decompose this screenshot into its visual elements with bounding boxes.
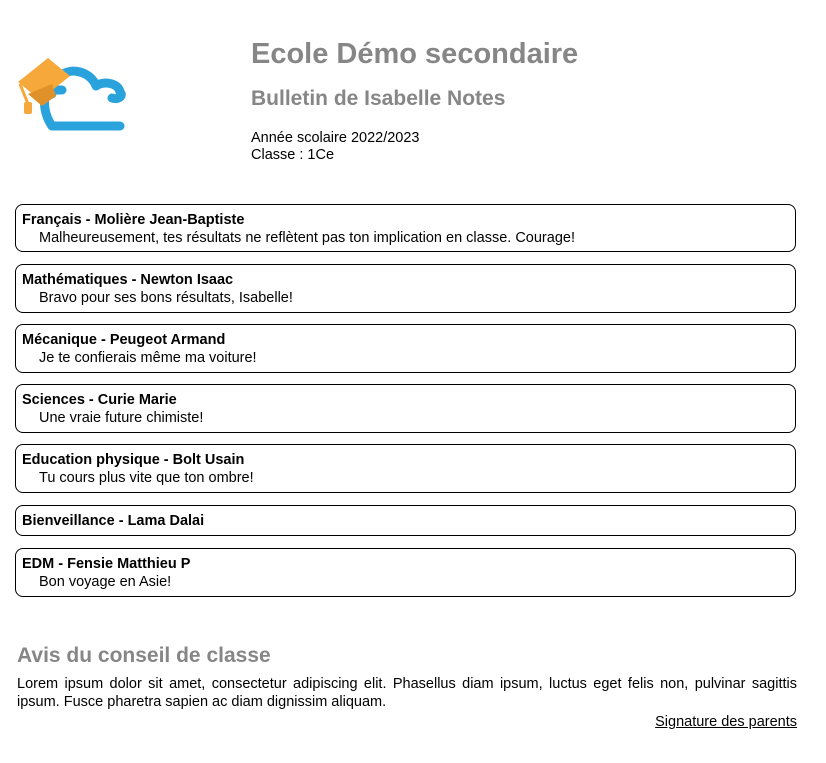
subject-comment: Bravo pour ses bons résultats, Isabelle! bbox=[39, 290, 293, 306]
subject-title: Français - Molière Jean-Baptiste bbox=[22, 212, 245, 228]
school-name: Ecole Démo secondaire bbox=[251, 38, 579, 70]
subject-comment: Tu cours plus vite que ton ombre! bbox=[39, 470, 254, 486]
subject-title: Sciences - Curie Marie bbox=[22, 392, 177, 408]
subject-card-bienveillance bbox=[15, 505, 796, 536]
parent-signature-label: Signature des parents bbox=[655, 714, 797, 730]
subject-card-mecanique bbox=[15, 324, 796, 373]
subject-title: Bienveillance - Lama Dalai bbox=[22, 513, 205, 529]
subject-card-sciences bbox=[15, 384, 796, 433]
school-year: Année scolaire 2022/2023 bbox=[251, 130, 420, 146]
subject-comment: Malheureusement, tes résultats ne reflètent pas ton implication en classe. Courage! bbox=[39, 230, 575, 246]
subject-title: Mécanique - Peugeot Armand bbox=[22, 332, 226, 348]
graduation-cloud-icon bbox=[14, 52, 126, 136]
subject-title: EDM - Fensie Matthieu P bbox=[22, 556, 191, 572]
subject-card-edm bbox=[15, 548, 796, 597]
subject-comment: Une vraie future chimiste! bbox=[39, 410, 204, 426]
class-label: Classe : 1Ce bbox=[251, 147, 335, 163]
subject-title: Mathématiques - Newton Isaac bbox=[22, 272, 234, 288]
subject-card-mathematiques bbox=[15, 264, 796, 313]
bulletin-title: Bulletin de Isabelle Notes bbox=[251, 87, 506, 110]
subject-card-francais bbox=[15, 204, 796, 252]
subject-comment: Bon voyage en Asie! bbox=[39, 574, 172, 590]
subject-title: Education physique - Bolt Usain bbox=[22, 452, 245, 468]
subject-comment: Je te confierais même ma voiture! bbox=[39, 350, 257, 366]
school-logo bbox=[14, 52, 126, 136]
conseil-title: Avis du conseil de classe bbox=[17, 644, 271, 667]
conseil-text: Lorem ipsum dolor sit amet, consectetur adipiscing elit. Phasellus diam ipsum, luctus eget felis non, pulvinar sagittis ipsum. Fusce pharetra sapien ac diam dignissim aliquam. bbox=[17, 676, 797, 710]
subject-card-education-physique bbox=[15, 444, 796, 493]
